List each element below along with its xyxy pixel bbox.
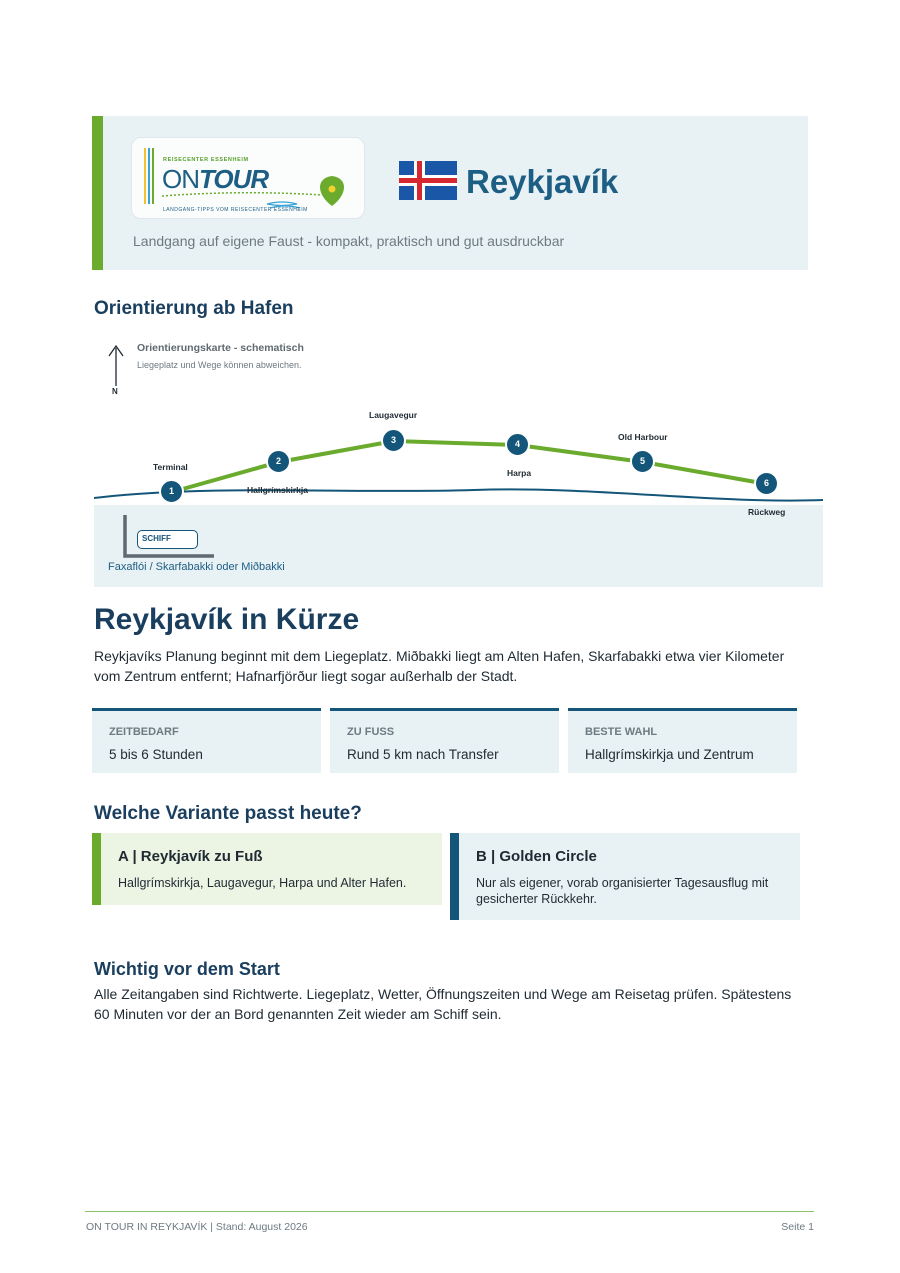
map-stop-2-label: Hallgrímskirkja: [247, 485, 308, 495]
variant-text: Nur als eigener, vorab organisierter Tagesausflug mit gesicherter Rückkehr.: [476, 876, 769, 906]
card-label: ZEITBEDARF: [109, 726, 179, 738]
variant-card-a: [92, 833, 442, 905]
tagline: Landgang auf eigene Faust - kompakt, praktisch und gut ausdruckbar: [133, 233, 565, 249]
map-stop-6: 6: [754, 471, 779, 496]
summary-heading: Reykjavík in Kürze: [94, 603, 360, 636]
map-stop-1: 1: [159, 479, 184, 504]
orientation-map: [94, 338, 824, 588]
logo-top-text: REISECENTER ESSENHEIM: [163, 157, 249, 163]
north-label: N: [112, 387, 118, 396]
map-stop-5-label: Old Harbour: [618, 432, 668, 442]
ship-label: SCHIFF: [137, 530, 198, 549]
header-accent-bar: [92, 116, 103, 270]
important-heading: Wichtig vor dem Start: [94, 959, 280, 979]
coastline: [94, 489, 823, 500]
logo-wordmark: ONTOUR: [162, 164, 269, 194]
page-title: Reykjavík: [466, 163, 619, 200]
map-stop-3-label: Laugavegur: [369, 410, 418, 420]
summary-text: Reykjavíks Planung beginnt mit dem Liegeplatz. Miðbakki liegt am Alten Hafen, Skarfabakki etwa vier Kilometer vom Zentrum entfernt; Hafnarfjörður liegt sogar außerhalb der Stadt.: [94, 648, 785, 684]
map-stop-4-label: Harpa: [507, 468, 532, 478]
variant-text: Hallgrímskirkja, Laugavegur, Harpa und Alter Hafen.: [118, 876, 407, 890]
footer-left-text: ON TOUR IN REYKJAVÍK | Stand: August 2026: [86, 1221, 308, 1233]
map-stop-3: 3: [381, 428, 406, 453]
variants-heading: Welche Variante passt heute?: [94, 803, 362, 824]
page-number: Seite 1: [781, 1221, 814, 1233]
info-card-walking: [330, 708, 559, 773]
card-label: BESTE WAHL: [585, 726, 658, 738]
card-value: Hallgrímskirkja und Zentrum: [585, 747, 754, 762]
iceland-flag-icon: [399, 161, 457, 200]
harbour-area: [94, 505, 823, 587]
map-stop-6-label: Rückweg: [748, 507, 786, 517]
variant-accent-bar: [450, 833, 459, 920]
variant-title: A | Reykjavík zu Fuß: [118, 848, 263, 865]
variant-title: B | Golden Circle: [476, 848, 597, 865]
map-stop-5: 5: [630, 449, 655, 474]
on-tour-logo: [131, 137, 365, 219]
map-stop-4: 4: [505, 432, 530, 457]
card-value: 5 bis 6 Stunden: [109, 747, 203, 762]
variant-card-b: [450, 833, 800, 920]
card-label: ZU FUSS: [347, 726, 395, 738]
logo-bottom-text: LANDGANG-TIPPS VOM REISECENTER ESSENHEIM: [163, 207, 308, 213]
variant-accent-bar: [92, 833, 101, 905]
orientation-heading: Orientierung ab Hafen: [94, 298, 294, 319]
map-note: Liegeplatz und Wege können abweichen.: [137, 360, 302, 370]
card-value: Rund 5 km nach Transfer: [347, 747, 499, 762]
map-title: Orientierungskarte - schematisch: [137, 342, 304, 354]
map-stop-2: 2: [266, 449, 291, 474]
map-stop-1-label: Terminal: [153, 462, 188, 472]
info-card-time: [92, 708, 321, 773]
ship-caption: Faxaflói / Skarfabakki oder Miðbakki: [108, 561, 285, 573]
info-card-best-choice: [568, 708, 797, 773]
important-text: Alle Zeitangaben sind Richtwerte. Liegeplatz, Wetter, Öffnungszeiten und Wege am Reisetag prüfen. Spätestens 60 Minuten vor der an Bord genannten Zeit wieder am Schiff sein.: [94, 986, 792, 1022]
footer-divider: [85, 1211, 814, 1212]
